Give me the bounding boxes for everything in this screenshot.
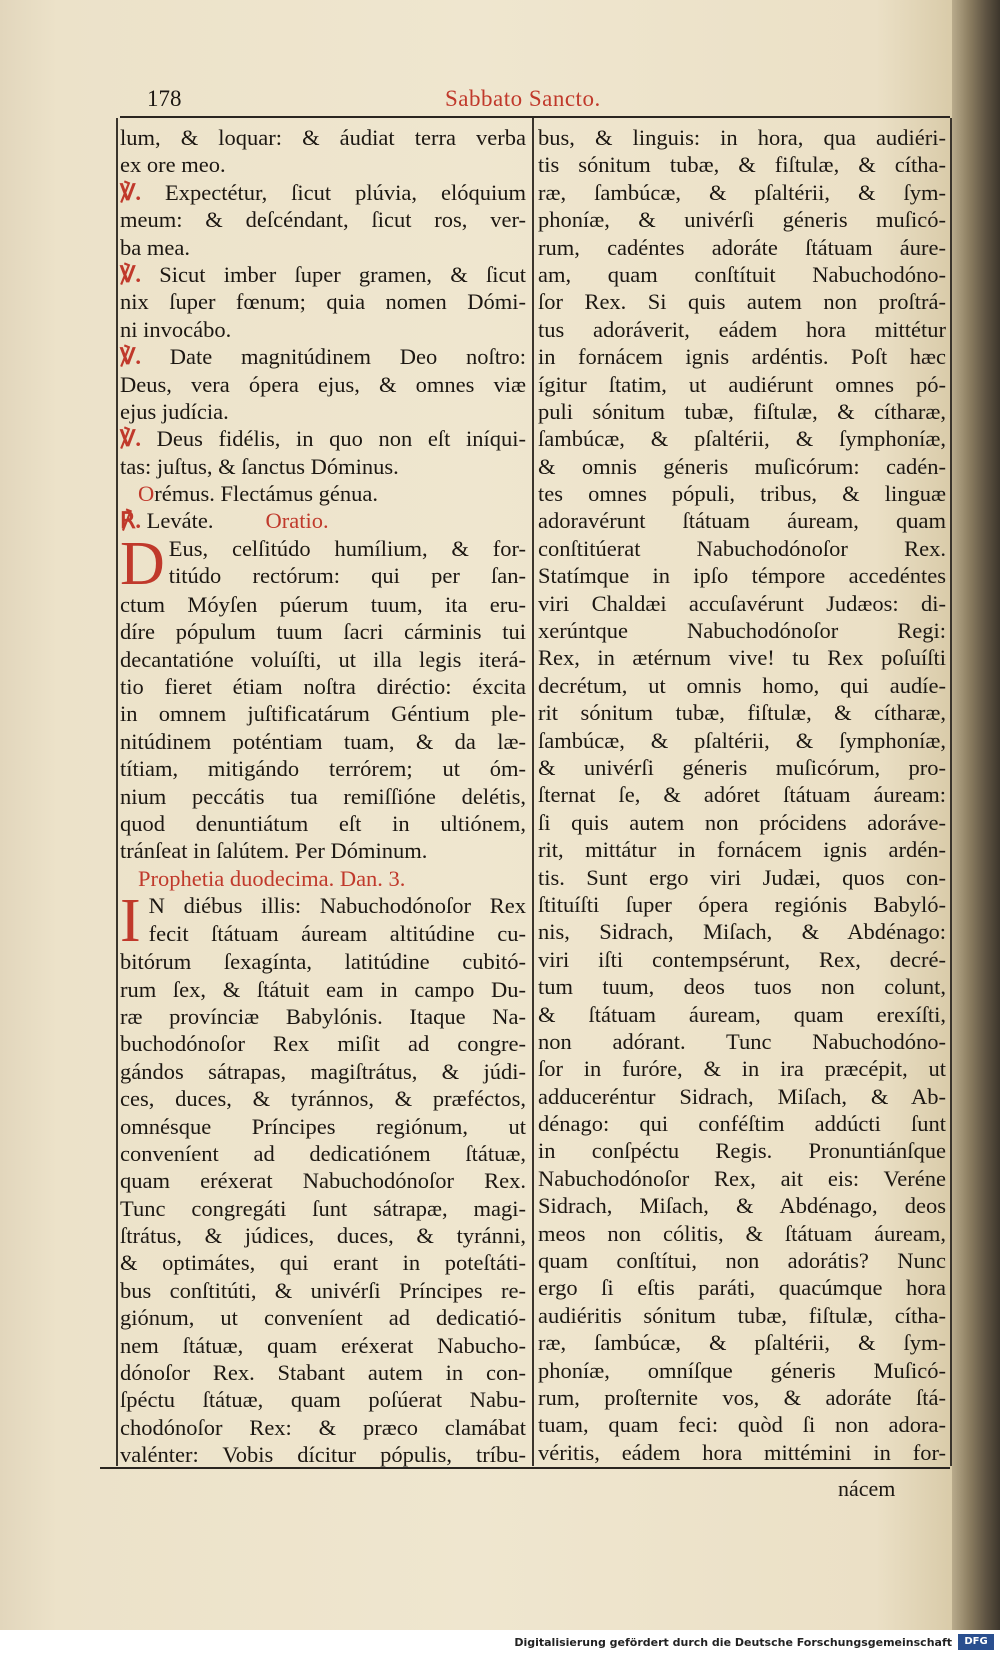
prophecy-heading: Prophetia duodecima. Dan. 3. [138,865,406,891]
dfg-logo: DFG [958,1634,994,1650]
versicle-line [120,343,526,370]
text-line: quam conſtítui, non adorátis? Nunc [538,1248,946,1274]
text-line: meos non cólitis, & ſtátuam áuream, [538,1220,946,1246]
oremus-line [120,480,526,507]
text-line: rit, mittátur in fornácem ignis ardén- [538,837,946,863]
text-line: & ſtátuam áuream, quam erexíſti, [538,1001,946,1027]
text-line: Statímque in ipſo témpore accedéntes [538,563,946,589]
text-line: conſtitúerat Nabuchodónoſor Rex. [538,535,946,561]
text-line: N diébus illis: Nabuchodónoſor Rex [148,893,526,919]
text-line: tes omnes pópuli, tribus, & linguæ [538,481,946,507]
text-line: & optimátes, qui erant in poteſtáti- [120,1250,526,1276]
text-line: in fornácem ignis ardéntis. Poſt hæc [538,344,946,370]
right-column [538,124,946,1466]
text-line: nitúdinem poténtiam tuam, & da læ- [120,728,526,754]
text-line: tis. Sunt ergo viri Judæi, quos con- [538,864,946,890]
running-title: Sabbato Sancto. [445,86,601,111]
text-line: non adórant. Tunc Nabuchodóno- [538,1028,946,1054]
page-number: 178 [147,86,182,111]
text-line: nem ſtátuæ, quam eréxerat Nabucho- [120,1332,526,1358]
text-line: ſambúcæ, & pſaltérii, & ſymphoníæ, [538,727,946,753]
text-line: tus adoráverit, eádem hora mittétur [538,316,946,342]
text-line: buchodónoſor Rex miſit ad congre- [120,1031,526,1057]
text-line: títiam, mitigándo terrórem; ut óm- [120,756,526,782]
text-line: nis, Sidrach, Miſach, & Abdénago: [538,919,946,945]
drop-capital: D [120,534,165,591]
text-line: ræ provínciæ Babylónis. Itaque Na- [120,1003,526,1029]
text-line: adoravérunt ſtátuam áuream, quam [538,508,946,534]
text-line: ſtrátus, & júdices, duces, & tyránni, [120,1223,526,1249]
text-line: & univérſi géneris muſicórum, pro- [538,754,946,780]
text-line: in conſpéctu Regis. Pronuntiánſque [538,1138,946,1164]
text-line: titúdo rectórum: qui per ſan- [168,563,526,589]
text-line: rum ſex, & ſtátuit eam in campo Du- [120,976,526,1002]
text-line: ejus judícia. [120,398,229,424]
text-line: quod denuntiátum eſt in ultiónem, [120,810,526,836]
text-line: ſambúcæ, & pſaltérii, & ſymphoníæ, [538,426,946,452]
top-rule [120,116,950,118]
text-line: rum, proſternite vos, & adoráte ſtá- [538,1384,946,1410]
text-line: nium peccátis tua remiſſióne delétis, [120,783,526,809]
prayer-dropcap-block [120,535,526,591]
text-line: ſtituíſti ſuper ópera regiónis Babyló- [538,891,946,917]
versicle-text: Date magnitúdinem Deo noſtro: [141,344,526,370]
text-line: phoníæ, omníſque géneris Muſicó- [538,1357,946,1383]
text-line: xerúntque Nabuchodónoſor Regi: [538,618,946,644]
text-line: ſpéctu ſtátuæ, quam poſúerat Nabu- [120,1387,526,1413]
text-line: Deus, vera ópera ejus, & omnes viæ [120,371,526,397]
versicle-symbol: ℣. [120,344,142,370]
text-line: Sidrach, Miſach, & Abdénago, deos [538,1193,946,1219]
oratio-heading: Oratio. [265,508,329,534]
text-line: ces, duces, & tyránnos, & præféctos, [120,1086,526,1112]
text-line: rum, cadéntes adoráte ſtátuam áure- [538,234,946,260]
text-line: bitórum ſexagínta, latitúdine cubitó- [120,949,526,975]
text-line: ſor Rex. Si quis autem non proſtrá- [538,289,946,315]
text-line: ſi quis autem non prócidens adoráve- [538,809,946,835]
text-line: nix ſuper fœnum; quia nomen Dómi- [120,289,526,315]
text-line: giónum, ut conveníent ad dedicatió- [120,1305,526,1331]
column-divider [532,118,534,1466]
versicle-text: Expectétur, ſicut plúvia, elóquium [141,179,526,205]
text-line: tránſeat in ſalútem. Per Dóminum. [120,838,428,864]
reading-dropcap-block [120,892,526,948]
response-symbol: ℟. [120,508,142,534]
oremus-initial: O [138,481,155,507]
text-line: in omnem juſtificatárum Géntium ple- [120,701,526,727]
text-line: valénter: Vobis dícitur pópulis, tríbu- [120,1442,526,1468]
text-line: audiéritis sónitum tubæ, fiſtulæ, cítha- [538,1302,946,1328]
text-line: quam eréxerat Nabuchodónoſor Rex. [120,1168,526,1194]
text-line: Rex, in ætérnum vive! tu Rex poſuíſti [538,645,946,671]
text-line: ctum Móyſen púerum tuum, ita eru- [120,591,526,617]
text-line: chodónoſor Rex: & præco clamábat [120,1414,526,1440]
text-line: bus, & linguis: in hora, qua audiéri- [538,125,946,150]
text-line: viri Chaldæi accuſavérunt Judæos: di- [538,590,946,616]
versicle-symbol: ℣. [120,261,142,287]
text-line: ræ, ſambúcæ, & pſaltérii, & ſym- [538,179,946,205]
versicle-text: Sicut imber ſuper gramen, & ſicut [141,261,526,287]
text-line: adduceréntur Sidrach, Miſach, & Ab- [538,1083,946,1109]
text-line: tis sónitum tubæ, & fiſtulæ, & cítha- [538,152,946,178]
text-line: decantatióne voluíſti, ut illa legis iterá- [120,646,526,672]
text-line: lum, & loquar: & áudiat terra verba [120,125,526,150]
text-line: tio fieret étiam noſtra diréctio: éxcita [120,674,526,700]
text-line: gándos sátrapas, magiſtrátus, & júdi- [120,1058,526,1084]
text-line: Eus, celſitúdo humílium, & for- [168,535,526,561]
text-line: ergo ſi eſtis paráti, quacúmque hora [538,1275,946,1301]
text-line: ígitur ſtatim, ut audiérunt omnes pó- [538,371,946,397]
text-line: meum: & deſcéndant, ſicut ros, ver- [120,207,526,233]
text-line: ſternat ſe, & adóret ſtátuam áuream: [538,782,946,808]
text-line: ræ, ſambúcæ, & pſaltérii, & ſym- [538,1330,946,1356]
text-line: ſor in furóre, & in ira præcépit, ut [538,1056,946,1082]
text-line: fecit ſtátuam áuream altitúdine cu- [148,920,526,946]
text-line: omnésque Príncipes regiónum, ut [120,1113,526,1139]
funding-credit: Digitalisierung gefördert durch die Deutsche Forschungsgemeinschaft [514,1636,952,1649]
response-text: Leváte. [141,508,214,534]
text-line: rit sónitum tubæ, fiſtulæ, & cítharæ, [538,700,946,726]
text-line: tuam, quam feci: quòd ſi non adora- [538,1412,946,1438]
versicle-text: Deus fidélis, in quo non eſt iníqui- [141,426,526,452]
text-line: bus conſtitúti, & univérſi Príncipes re- [120,1277,526,1303]
book-page-edge [952,0,1000,1630]
versicle-symbol: ℣. [120,179,142,205]
text-line: ex ore meo. [120,152,226,178]
versicle-line [120,179,526,206]
catchword: nácem [838,1476,896,1501]
text-line: & omnis géneris muſicórum: cadén- [538,453,946,479]
left-column [120,124,526,1469]
digitization-footer [0,1630,1000,1655]
response-line [120,507,526,534]
right-column-rule [950,118,952,1466]
text-line: am, quam conſtítuit Nabuchodóno- [538,261,946,287]
versicle-line [120,261,526,288]
text-line: Tunc congregáti ſunt sátrapæ, magi- [120,1195,526,1221]
text-line: ni invocábo. [120,316,232,342]
text-line: dénago: qui conféſtim addúcti ſunt [538,1111,946,1137]
text-line: véritis, eádem hora mittémini in for- [538,1439,946,1465]
text-line: puli sónitum tubæ, fiſtulæ, & cítharæ, [538,398,946,424]
oremus-text: rémus. Flectámus génua. [154,481,378,507]
text-line: decrétum, ut omnis homo, qui audíe- [538,672,946,698]
text-line: viri iſti contempsérunt, Rex, decré- [538,946,946,972]
text-line: phoníæ, & univérſi géneris muſicó- [538,207,946,233]
text-line: conveníent ad dedicatiónem ſtátuæ, [120,1140,526,1166]
drop-capital: I [120,892,141,949]
text-line: dónoſor Rex. Stabant autem in con- [120,1360,526,1386]
text-line: Nabuchodónoſor Rex, ait eis: Veréne [538,1165,946,1191]
text-line: tum tuum, deos tuos non colunt, [538,974,946,1000]
versicle-line [120,425,526,452]
text-line: ba mea. [120,234,190,260]
text-line: díre pópulum tuum ſacri cárminis tui [120,619,526,645]
versicle-symbol: ℣. [120,426,142,452]
left-column-rule [116,118,118,1466]
text-line: tas: juſtus, & ſanctus Dóminus. [120,453,399,479]
